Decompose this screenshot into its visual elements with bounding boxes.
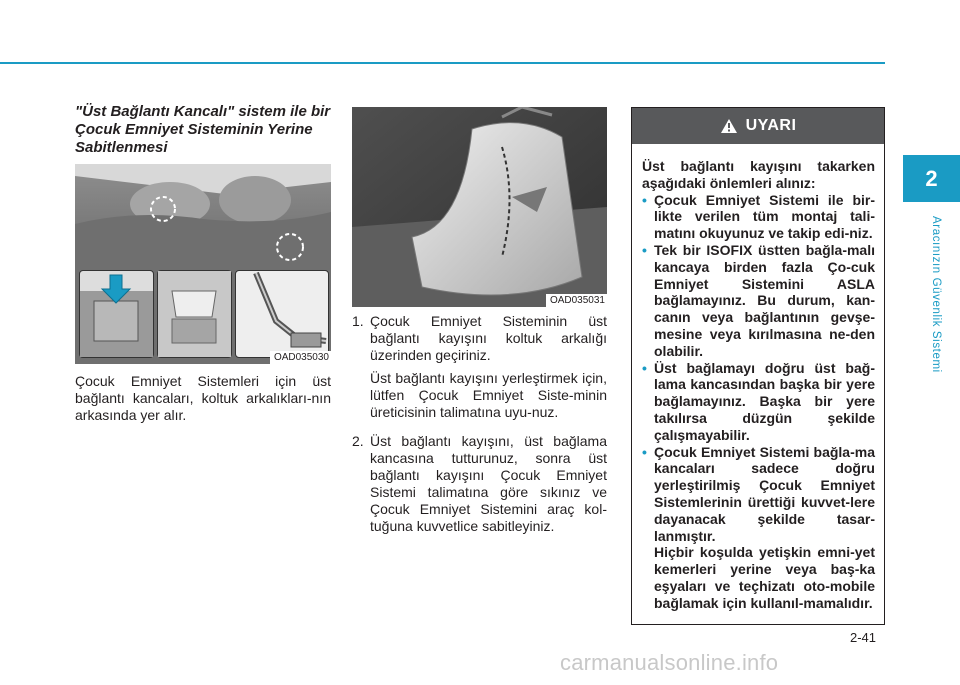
step-text: Çocuk Emniyet Sisteminin üst bağlantı kayışını koltuk arkalığı üzerinden geçiriniz. bbox=[370, 313, 607, 363]
installation-steps bbox=[352, 313, 607, 547]
list-item bbox=[642, 192, 875, 242]
bullet-icon: • bbox=[642, 359, 647, 376]
warning-intro: Üst bağlantı kayışını takarken aşağıdaki önlemleri alınız: bbox=[642, 158, 875, 191]
chapter-tab[interactable] bbox=[903, 155, 960, 202]
page-number: 2-41 bbox=[850, 630, 877, 645]
bullet-icon: • bbox=[642, 443, 647, 460]
anchor-cover-open-inset bbox=[157, 270, 232, 358]
list-item bbox=[352, 313, 607, 427]
list-item bbox=[352, 433, 607, 541]
list-item bbox=[642, 242, 875, 360]
tether-hook-inset bbox=[235, 270, 329, 358]
list-item bbox=[642, 360, 875, 444]
chapter-number: 2 bbox=[925, 165, 938, 191]
warning-bullet: Üst bağlamayı doğru üst bağ-lama kancasından başka bir yere bağlamayınız. Başka bir yere takılırsa düzgün şekilde çalışmayabilir. bbox=[654, 359, 875, 443]
warning-bullet: Tek bir ISOFIX üstten bağla-malı kancaya birden fazla Ço-cuk Emniyet Sistemini ASLA bağlamayınız. Bu durum, kan-canın veya bağlantının gevşe-mesine veya kırılmasına ne-den olabilir. bbox=[654, 241, 875, 359]
bullet-icon: • bbox=[642, 241, 647, 258]
figure-code: OAD035031 bbox=[546, 294, 607, 307]
warning-bullet: Çocuk Emniyet Sistemi bağla-ma kancaları sadece doğru yerleştirilmiş Çocuk Emniyet Sistemlerinin ürettiği kuvvet-lere dayanacak şekilde tasar-lanmıştır. bbox=[654, 443, 875, 544]
top-rule bbox=[0, 62, 885, 64]
child-seat-illustration bbox=[352, 107, 607, 307]
watermark: carmanualsonline.info bbox=[560, 650, 779, 675]
warning-triangle-icon bbox=[720, 118, 738, 134]
warning-closing: Hiçbir koşulda yetişkin emni-yet kemerleri yerine veya baş-ka eşyaları ve teçhizatı oto-mobile bağlamak için kullanıl-mamalıdır. bbox=[654, 544, 875, 611]
child-seat-figure bbox=[352, 107, 607, 307]
section-title: "Üst Bağlantı Kancalı" sistem ile bir Çocuk Emniyet Sisteminin Yerine Sabitlenmesi bbox=[75, 103, 331, 156]
tether-hook-icon bbox=[236, 271, 328, 357]
list-item bbox=[642, 544, 875, 611]
figure-code: OAD035030 bbox=[270, 351, 331, 364]
warning-header bbox=[632, 108, 884, 144]
anchor-location-figure bbox=[75, 164, 331, 364]
step-number: 2. bbox=[352, 433, 364, 449]
list-item bbox=[642, 444, 875, 545]
warning-title: UYARI bbox=[745, 117, 797, 134]
anchor-location-paragraph: Çocuk Emniyet Sistemleri için üst bağlantı kancaları, koltuk arkalıkları-nın arkasında yer alır. bbox=[75, 373, 331, 423]
warning-bullet: Çocuk Emniyet Sistemi ile bir-likte verilen tüm montaj tali-matını okuyunuz ve takip edi-niz. bbox=[654, 191, 875, 242]
down-arrow-icon bbox=[80, 271, 153, 357]
open-cover-icon bbox=[158, 271, 231, 357]
step-text: Üst bağlantı kayışını, üst bağlama kancasına tutturunuz, sonra üst bağlantı kayışını Çocuk Emniyet Sistemi talimatına göre sıkınız ve Çocuk Emniyet Sistemini araç kol-tuğuna kuvvetlice sabitleyiniz. bbox=[370, 433, 607, 534]
warning-box bbox=[631, 107, 885, 625]
step-number: 1. bbox=[352, 313, 364, 329]
bullet-icon: • bbox=[642, 191, 647, 208]
anchor-cover-closed-inset bbox=[79, 270, 154, 358]
chapter-label: Aracınızın Güvenlik Sistemi bbox=[930, 216, 942, 373]
step-note: Üst bağlantı kayışını yerleştirmek için, lütfen Çocuk Emniyet Siste-minin üreticisinin talimatına uyu-nuz. bbox=[370, 370, 607, 420]
